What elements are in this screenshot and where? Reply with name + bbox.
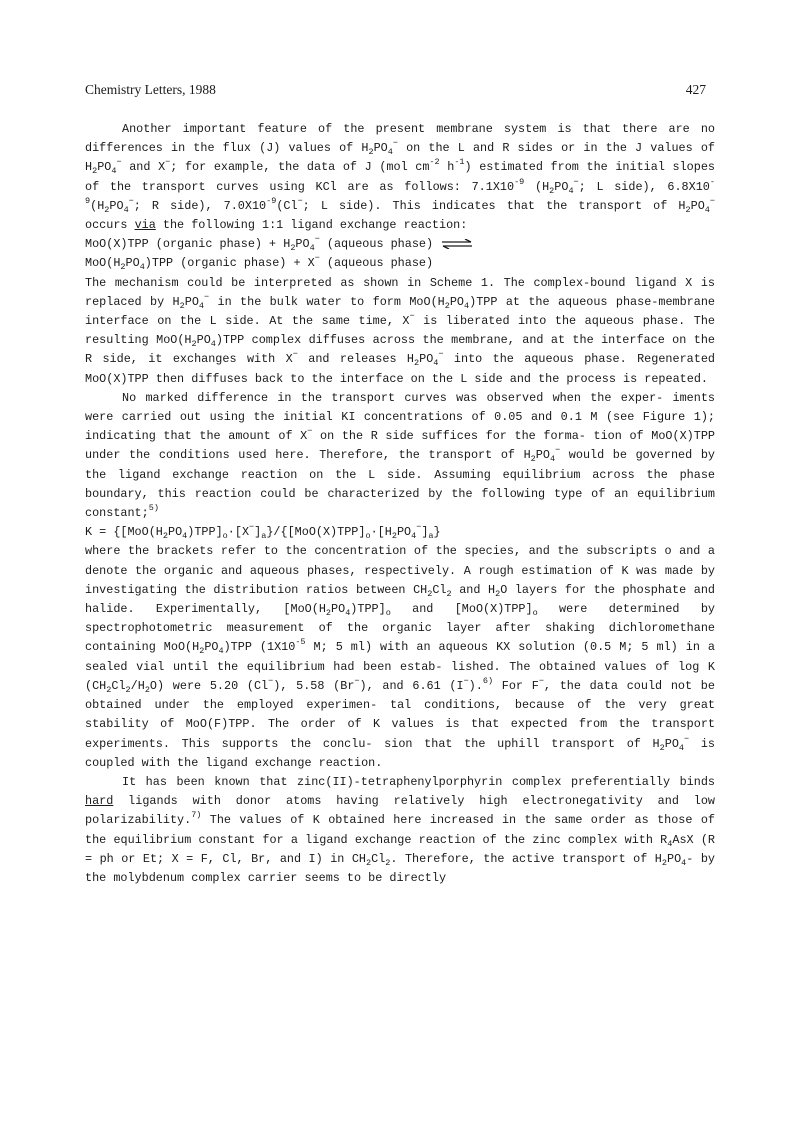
article-body <box>85 120 715 888</box>
journal-name: Chemistry Letters, 1988 <box>85 82 216 97</box>
paragraph-zinc-complex: It has been known that zinc(II)-tetraphenylporphyrin complex preferentially binds hard ligands with donor atoms having relatively high electronegativity and low polarizability.$^{7)}$ The values of K obtained here increased in the same order as those of the equilibrium constant for a ligand exchange reaction of the zinc complex with $R_4AsX$ (R = ph or Et; X = F, Cl, Br, and I) in $CH_2Cl_2$. Therefore, the active transport of $H_2PO_4-$ by the molybdenum complex carrier seems to be directly <box>85 774 716 885</box>
running-header <box>85 82 706 102</box>
paragraph-flux: Another important feature of the present membrane system is that there are no differences in the flux (J) values of $H_2PO_4^-$ on the L and R sides or in the J values of $H_2PO_4^-$ and X−; for example, the data of J (mol $cm^{-2}$ $h^{-1}$) estimated from the initial slopes of the transport curves using KCl are as follows: $7.1X10^{-9}$ ($H_2PO_4^-$; L side), $6.8X10^{-9}(H_2PO_4^-$; R side), $7.0X10^{-9}(Cl^-$; L side). This indicates that the transport of $H_2PO_4^-$ occurs via the following 1:1 ligand exchange reaction: <box>85 122 715 233</box>
equation-equilibrium-constant: $K = \{[MoO(H_2PO_4)TPP]_o\cdot[X^-]_a\}/\{[MoO(X)TPP]_o\cdot[H_2PO_4^-]_a\}$ <box>85 522 441 542</box>
page-number: 427 <box>685 82 706 97</box>
equilibrium-arrow-icon <box>440 239 474 249</box>
equation-ligand-exchange-line1: MoO(X)TPP (organic phase) + $H_2PO_4^-$ (aqueous phase) <box>85 235 715 254</box>
equation-ligand-exchange-line2: $MoO(H_2PO_4)TPP$ (organic phase) + X− (aqueous phase) <box>85 253 434 273</box>
paragraph-mechanism: The mechanism could be interpreted as shown in Scheme 1. The complex-bound ligand X is replaced by $H_2PO_4^-$ in the bulk water to form $MoO(H_2PO_4)TPP$ at the aqueous phase-membrane interface on the L side. At the same time, X− is liberated into the aqueous phase. The resulting $MoO(H_2PO_4)TPP$ complex diffuses across the membrane, and at the interface on the R side, it exchanges with X− and releases $H_2PO_4^-$ into the aqueous phase. Regenerated MoO(X)TPP then diffuses back to the interface on the L side and the process is repeated. <box>85 275 715 386</box>
paragraph-ki-concentration: No marked difference in the transport curves was observed when the exper- iments were carried out using the initial KI concentrations of 0.05 and 0.1 M (see Figure 1); indicating that the amount of X− on the R side suffices for the forma- tion of MoO(X)TPP under the conditions used here. Therefore, the transport of $H_2PO_4^-$ would be governed by the ligand exchange reaction on the L side. Assuming equilibrium across the phase boundary, this reaction could be characterized by the following type of an equilibrium constant;$^{5)}$ <box>85 390 715 521</box>
paragraph-distribution-ratios: where the brackets refer to the concentration of the species, and the subscripts o and a denote the organic and aqueous phases, respectively. A rough estimation of K was made by investigating the distribution ratios between $CH_2Cl_2$ and $H_2O$ layers for the phosphate and halide. Experimentally, $[MoO(H_2PO_4)TPP]_o$ and $[MoO(X)TPP]_o$ were determined by spectrophotometric measurement of the organic layer after shaking dichloromethane containing $MoO(H_2PO_4)TPP$ ($1X10^{-5}$ M; 5 ml) with an aqueous KX solution (0.5 M; 5 ml) in a sealed vial until the equilibrium had been estab- lished. The obtained values of log K $(CH_2Cl_2/H_2O)$ were 5.20 (Cl−), 5.58 (Br−), and 6.61 (I−).$^{6)}$ For F−, the data could not be obtained under the employed experimen- tal conditions, because of the very great stability of MoO(F)TPP. The order of K values is that expected from the transport experiments. This supports the conclu- sion that the uphill transport of $H_2PO_4^-$ is coupled with the ligand exchange reaction. <box>85 544 715 770</box>
